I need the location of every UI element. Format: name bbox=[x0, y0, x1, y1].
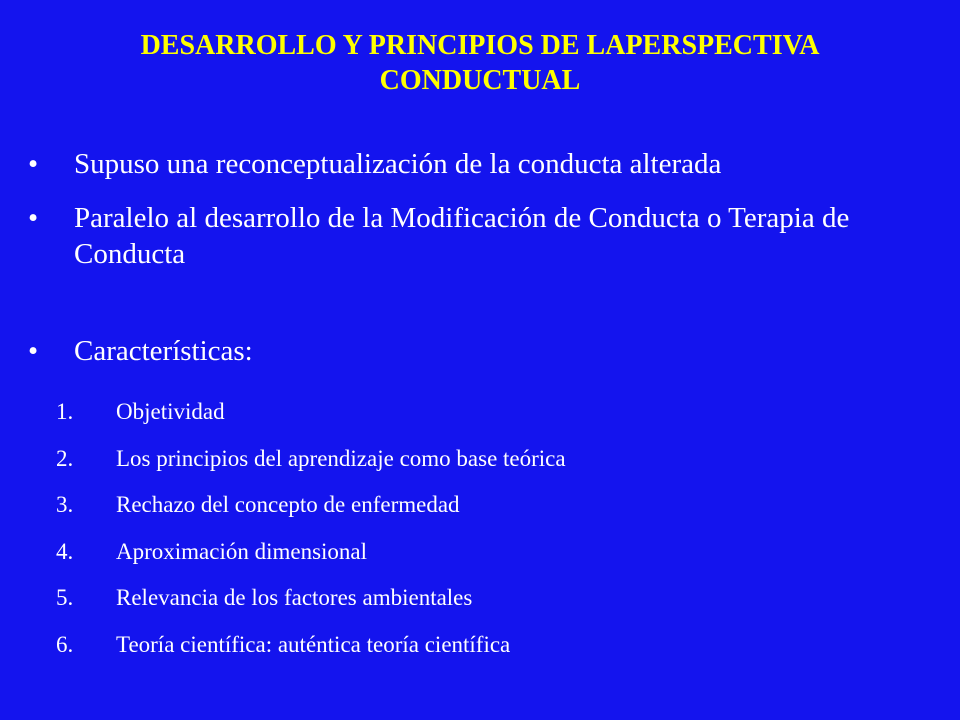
list-item bbox=[56, 445, 566, 473]
bullet-icon: • bbox=[28, 335, 39, 367]
bullet-item bbox=[28, 333, 928, 369]
item-text: Rechazo del concepto de enfermedad bbox=[116, 492, 460, 517]
item-text: Relevancia de los factores ambientales bbox=[116, 585, 473, 610]
list-item bbox=[56, 631, 566, 659]
list-item bbox=[56, 491, 566, 519]
slide-title: DESARROLLO Y PRINCIPIOS DE LAPERSPECTIVA CONDUCTUAL bbox=[140, 30, 820, 96]
item-text: Aproximación dimensional bbox=[116, 538, 368, 564]
bullet-item bbox=[28, 200, 928, 272]
item-number: 6. bbox=[56, 631, 74, 657]
list-item bbox=[56, 398, 566, 426]
bullet-list bbox=[28, 146, 928, 369]
bullet-text: Supuso una reconceptualización de la conducta alterada bbox=[74, 148, 722, 180]
bullet-icon: • bbox=[28, 148, 39, 180]
item-number: 5. bbox=[56, 585, 74, 610]
bullet-text: Características: bbox=[74, 335, 253, 367]
bullet-item bbox=[28, 146, 928, 182]
item-number: 2. bbox=[56, 445, 74, 471]
item-number: 3. bbox=[56, 492, 74, 517]
characteristics-list bbox=[56, 398, 566, 677]
item-text: Los principios del aprendizaje como base teórica bbox=[116, 445, 566, 471]
item-text: Objetividad bbox=[116, 399, 225, 424]
bullet-text: Paralelo al desarrollo de la Modificación de Conducta o Terapia de Conducta bbox=[74, 202, 850, 270]
list-item bbox=[56, 538, 566, 566]
item-text: Teoría científica: auténtica teoría científica bbox=[116, 631, 511, 657]
item-number: 4. bbox=[56, 538, 74, 564]
bullet-icon: • bbox=[28, 202, 39, 234]
item-number: 1. bbox=[56, 399, 74, 424]
list-item bbox=[56, 584, 566, 612]
